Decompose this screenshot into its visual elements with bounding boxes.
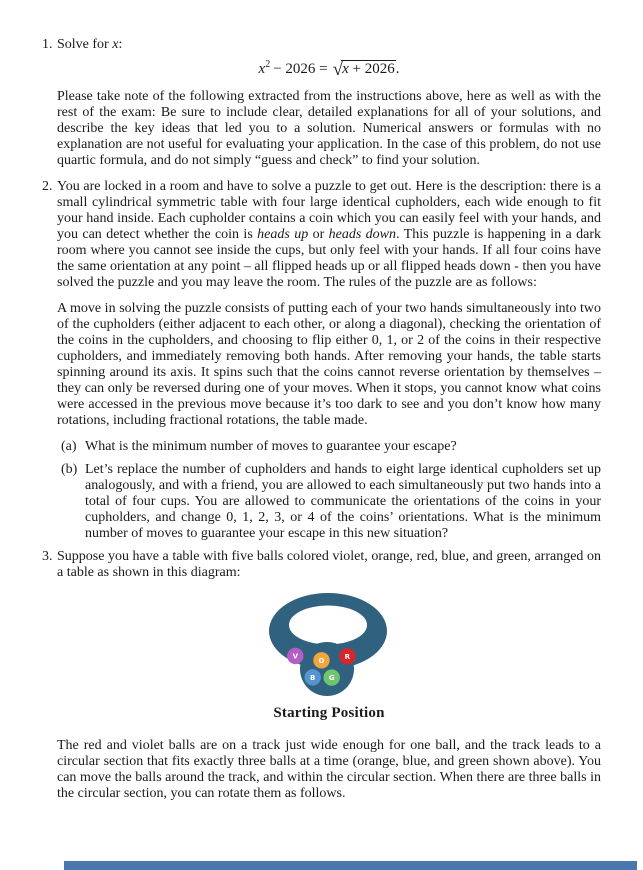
sqrt-sign: √ [332, 59, 344, 80]
orange-ball [313, 652, 329, 668]
subitem-b-label: (b) [61, 462, 78, 477]
problem-1-lead: Solve for x: [57, 37, 123, 52]
blue-ball [305, 669, 321, 685]
equation-radicand: x + 2026 [342, 61, 395, 77]
subitem-a-label: (a) [61, 439, 77, 454]
exam-page [42, 37, 601, 812]
problem-2 [42, 179, 601, 542]
problem-2-paragraph-1: You are locked in a room and have to solve a puzzle to get out. Here is the description: there is a small cylindrical symmetric table with four large identical cupholders, each wide enough to fit your hand inside. Each cupholder contains a coin which you can easily feel with your hands, and you can detect whether the coin is heads up or heads down. This puzzle is happening in a dark room where you cannot see inside the cups, but only feel with your hands. If all four coins have the same orientation at any point – all flipped heads up or all flipped heads down - then you have solved the puzzle and you may leave the room. The rules of the puzzle are as follows: [57, 179, 602, 290]
problem-3 [42, 549, 601, 802]
svg-text:V: V [292, 652, 299, 661]
problem-2-subitem-b [57, 462, 601, 542]
figure-caption: Starting Position [273, 705, 385, 721]
problem-1-paragraph: Please take note of the following extracted from the instructions above, here as well as with the rest of the exam: Be sure to include clear, detailed explanations for all of your solutions, and describe the key ideas that led you to a solution. Numerical answers or formulas with no explanation are not useful for evaluating your application. In the case of this problem, do not use quartic formula, and do not simply “guess and check” to find your solution. [57, 89, 601, 168]
track-ring-hole [289, 606, 367, 645]
next-figure-top-sliver [64, 861, 637, 870]
svg-text:O: O [318, 656, 325, 665]
violet-ball [287, 648, 303, 664]
equation [57, 58, 601, 80]
figure-starting-position [239, 591, 419, 721]
red-ball [339, 648, 355, 664]
svg-text:G: G [328, 674, 335, 683]
equation-exponent: 2 [265, 59, 271, 70]
starting-position-diagram [245, 591, 413, 699]
problem-1 [42, 37, 601, 169]
svg-text:R: R [344, 652, 350, 661]
problem-1-number: 1. [42, 37, 53, 52]
problem-2-number: 2. [42, 179, 53, 194]
problem-3-paragraph: Suppose you have a table with five balls colored violet, orange, red, blue, and green, arranged on a table as shown in this diagram: [57, 549, 601, 580]
equation-period: . [395, 61, 400, 77]
subitem-b-text: Let’s replace the number of cupholders and hands to eight large identical cupholders set up analogously, and with a friend, you are allowed to each simultaneously put two hands into a total of four cups. You are allowed to communicate the orientations of the coins in your cupholders, and change 0, 1, 2, 3, or 4 of the coins’ orientations. What is the minimum number of moves to guarantee your escape in this new situation? [85, 462, 601, 541]
svg-text:B: B [310, 673, 316, 682]
problem-2-paragraph-2: A move in solving the puzzle consists of putting each of your two hands simultaneously into two of the cupholders (either adjacent to each other, or along a diagonal), checking the orientation of the coins in the cupholders, and choosing to flip either 0, 1, or 2 of the coins in their respective cupholders, and immediately removing both hands. After removing your hands, the table starts spinning around its axis. It spins such that the coins cannot reverse orientation by themselves – they can only be reversed during one of your moves. When it stops, you cannot know what coins were accessed in the previous move because it’s too dark to see and you don’t know how many rotations, including fractional rotations, the table made. [57, 301, 601, 428]
problem-3-number: 3. [42, 549, 53, 564]
subitem-a-text: What is the minimum number of moves to guarantee your escape? [85, 439, 457, 454]
problem-2-subitem-a [57, 439, 601, 455]
green-ball [324, 669, 340, 685]
equation-lhs-var: x [258, 61, 266, 77]
equation-middle: − 2026 = [273, 61, 328, 77]
problem-3-after-paragraph: The red and violet balls are on a track just wide enough for one ball, and the track leads to a circular section that fits exactly three balls at a time (orange, blue, and green shown above). You can move the balls around the track, and within the circular section. When there are three balls in the circular section, you can rotate them as follows. [57, 738, 601, 801]
